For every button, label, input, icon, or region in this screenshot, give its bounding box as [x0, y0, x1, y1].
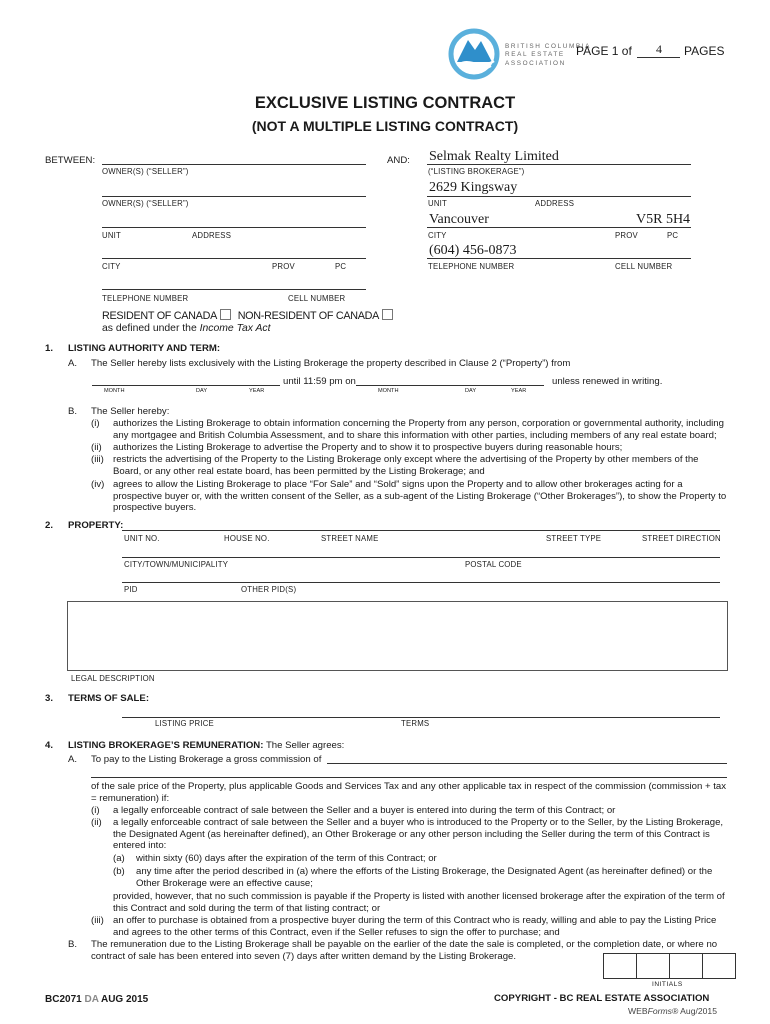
provided-text: provided, however, that no such commission is payable if the Property is listed with another licensed brokerage after the expiration of the term of this Contract and sold during the term of that listing contract; or: [113, 891, 725, 914]
webforms-italic: Forms: [647, 1006, 672, 1016]
term-start-line[interactable]: [92, 385, 280, 386]
section-1-heading: LISTING AUTHORITY AND TERM:: [68, 343, 221, 354]
street-direction-label: STREET DIRECTION: [642, 534, 721, 543]
brokerage-street: 2629 Kingsway: [429, 180, 518, 195]
brokerage-city-line: [427, 227, 691, 228]
brokerage-unit-label: UNIT: [428, 199, 447, 208]
initials-box-1[interactable]: [603, 953, 637, 979]
start-day-label: DAY: [196, 388, 208, 394]
form-code-da: DA: [84, 994, 99, 1005]
item-4-a-text: within sixty (60) days after the expiration of the term of this Contract; or: [136, 853, 437, 864]
terms-of-sale-line[interactable]: [122, 717, 720, 718]
and-label: AND:: [387, 155, 410, 166]
page-label: PAGE 1 of: [576, 44, 632, 58]
document-title: EXCLUSIVE LISTING CONTRACT: [254, 94, 516, 112]
pid-line[interactable]: [122, 582, 720, 583]
item-1b-ii-text: authorizes the Listing Brokerage to advertise the Property and to show it to prospective buyers during reasonable hours;: [113, 442, 623, 453]
seller-prov-label: PROV: [272, 262, 295, 271]
tax-act-note: [102, 323, 270, 334]
brokerage-city: Vancouver: [429, 212, 489, 227]
item-4-ii-text: a legally enforceable contract of sale between the Seller and a buyer who is introduced to the Property or to the Seller, by the Listing Brokerage, the Designated Agent (as hereinafter defined), an Other Brokerage or any other person including the Seller during the term of this Contract is entered into:: [113, 817, 724, 852]
section-4b-text: The remuneration due to the Listing Brokerage shall be payable on the earlier of the date the sale is completed, or the completion date, or where no contract of sale has been entered into seven (7) days after written demand by the Listing Brokerage.: [91, 939, 718, 962]
brokerage-address-line: [427, 196, 691, 197]
nonresident-label: NON-RESIDENT OF CANADA: [237, 310, 380, 322]
brokerage-city-label: CITY: [428, 231, 447, 240]
item-4-iii-num: (iii): [91, 915, 104, 926]
association-line: ASSOCIATION: [505, 59, 566, 67]
resident-label: RESIDENT OF CANADA: [102, 310, 217, 322]
seller-pc-label: PC: [335, 262, 347, 271]
item-4-a-num: (a): [113, 853, 125, 864]
owner-seller-label: OWNER(S) (“SELLER”): [102, 167, 189, 176]
item-4-ii-num: (ii): [91, 817, 102, 828]
pages-label: PAGES: [684, 44, 725, 58]
seller-unit-label: UNIT: [102, 231, 121, 240]
legal-description-label: LEGAL DESCRIPTION: [71, 674, 155, 683]
street-type-label: STREET TYPE: [546, 534, 602, 543]
item-1b-ii-num: (ii): [91, 442, 102, 453]
end-month-label: MONTH: [378, 388, 399, 394]
other-pids-label: OTHER PID(S): [241, 585, 297, 594]
postal-code-label: POSTAL CODE: [465, 560, 522, 569]
brokerage-phone-label: TELEPHONE NUMBER: [428, 262, 515, 271]
item-1b-i-text: authorizes the Listing Brokerage to obtain information concerning the Property from any person, corporation or governmental authority, including any mortgagee and British Columbia Assessment, and to share this information with other parties, including members of any real estate board;: [113, 418, 724, 441]
brokerage-postal: V5R 5H4: [636, 212, 691, 227]
page-indicator: [576, 44, 632, 58]
item-4-b-num: (b): [113, 866, 125, 877]
item-4-i-num: (i): [91, 805, 100, 816]
item-4-b-text: any time after the period described in (a) where the efforts of the Listing Brokerage, the Designated Agent (as hereinafter defined) or the Other Brokerage were an effective cause;: [136, 866, 713, 889]
webforms-prefix: WEB: [628, 1006, 648, 1016]
section-3-heading: TERMS OF SALE:: [68, 693, 150, 704]
webforms-suffix: ® Aug/2015: [671, 1006, 717, 1016]
section-2-number: 2.: [45, 520, 54, 531]
section-2-heading: PROPERTY:: [68, 520, 124, 531]
initials-label: INITIALS: [652, 981, 683, 988]
form-date: AUG 2015: [100, 994, 149, 1005]
commission-line-1[interactable]: [327, 763, 727, 764]
city-muni-label: CITY/TOWN/MUNICIPALITY: [124, 560, 229, 569]
bcrea-logo-icon: [448, 28, 502, 80]
form-code-number: BC2071: [45, 994, 82, 1005]
section-4-heading: LISTING BROKERAGE’S REMUNERATION:: [68, 740, 264, 751]
section-4b-label: B.: [68, 939, 78, 950]
item-1b-iv-text: agrees to allow the Listing Brokerage to place “For Sale” and “Sold” signs upon the Property and to allow other brokerages acting for a prospective buyer or, with the written consent of the Seller, as a sub-agent of the Listing Brokerage (“Other Brokerages”), to show the Property to prospective buyers.: [113, 479, 727, 514]
initials-box-4[interactable]: [702, 953, 736, 979]
section-1b-intro: The Seller hereby:: [91, 406, 170, 417]
sale-price-text: of the sale price of the Property, plus applicable Goods and Services Tax and any other applicable tax in respect of the commission (commission + tax = remuneration) if:: [91, 781, 727, 804]
end-day-label: DAY: [465, 388, 477, 394]
brokerage-cell-label: CELL NUMBER: [615, 262, 673, 271]
listing-price-label: LISTING PRICE: [155, 719, 214, 728]
item-1b-iv-num: (iv): [91, 479, 105, 490]
terms-label: TERMS: [401, 719, 430, 728]
item-4-iii-text: an offer to purchase is obtained from a prospective buyer during the term of this Contract who is ready, willing and able to pay the Listing Price and agrees to the other terms of this Contract, even if the Seller refuses to sign the offer to purchase; and: [113, 915, 717, 938]
commission-line-2[interactable]: [91, 777, 727, 778]
copyright-notice: COPYRIGHT - BC REAL ESTATE ASSOCIATION: [494, 993, 710, 1004]
seller-name-line-1[interactable]: [102, 164, 366, 165]
section-4-number: 4.: [45, 740, 54, 751]
seller-name-line-2[interactable]: [102, 196, 366, 197]
unless-text: unless renewed in writing.: [552, 376, 663, 387]
legal-description-box[interactable]: [67, 601, 728, 671]
initials-box-3[interactable]: [669, 953, 703, 979]
street-name-label: STREET NAME: [321, 534, 379, 543]
brokerage-address-label: ADDRESS: [535, 199, 575, 208]
end-year-label: YEAR: [511, 388, 527, 394]
section-1b-label: B.: [68, 406, 78, 417]
section-3-number: 3.: [45, 693, 54, 704]
brokerage-phone-line: [427, 258, 691, 259]
seller-city-line[interactable]: [102, 258, 366, 259]
until-text: until 11:59 pm on: [283, 376, 356, 387]
owner-seller-label: OWNER(S) (“SELLER”): [102, 199, 189, 208]
webforms-stamp: [628, 1006, 717, 1016]
start-year-label: YEAR: [249, 388, 265, 394]
unit-no-label: UNIT NO.: [124, 534, 160, 543]
item-4-i-text: a legally enforceable contract of sale between the Seller and a buyer is entered into during the term of this Contract; or: [113, 805, 616, 816]
house-no-label: HOUSE NO.: [224, 534, 270, 543]
bcrea-logo: [448, 28, 502, 80]
association-line: REAL ESTATE: [505, 51, 565, 59]
resident-checkbox[interactable]: [220, 309, 231, 320]
seller-phone-line[interactable]: [102, 289, 366, 290]
section-1a-text: The Seller hereby lists exclusively with the Listing Brokerage the property described in Clause 2 (“Property”) from: [91, 358, 571, 369]
section-4a-label: A.: [68, 754, 78, 765]
income-tax-act: Income Tax Act: [199, 323, 271, 334]
section-4-heading-suffix: The Seller agrees:: [265, 740, 345, 751]
item-1b-iii-num: (iii): [91, 454, 104, 465]
seller-address-line[interactable]: [102, 227, 366, 228]
brokerage-pc-label: PC: [667, 231, 679, 240]
nonresident-checkbox[interactable]: [382, 309, 393, 320]
seller-address-label: ADDRESS: [192, 231, 232, 240]
page-total: 4: [656, 42, 662, 56]
residency-options: [102, 309, 393, 322]
property-address-line[interactable]: [122, 530, 720, 531]
brokerage-phone: (604) 456-0873: [429, 243, 517, 258]
brokerage-name-line: [427, 164, 691, 165]
page-total-line: [637, 57, 680, 58]
start-month-label: MONTH: [104, 388, 125, 394]
between-label: BETWEEN:: [45, 155, 96, 166]
initials-box-2[interactable]: [636, 953, 670, 979]
pid-label: PID: [124, 585, 138, 594]
association-line: BRITISH COLUMBIA: [505, 43, 591, 50]
defined-prefix: as defined under the: [102, 323, 197, 334]
item-1b-i-num: (i): [91, 418, 100, 429]
seller-cell-label: CELL NUMBER: [288, 294, 346, 303]
section-4-heading-row: [68, 740, 344, 752]
section-1a-label: A.: [68, 358, 78, 369]
brokerage-name: Selmak Realty Limited: [429, 149, 559, 164]
brokerage-prov-label: PROV: [615, 231, 638, 240]
seller-city-label: CITY: [102, 262, 121, 271]
seller-phone-label: TELEPHONE NUMBER: [102, 294, 189, 303]
form-code: [45, 994, 148, 1005]
section-4a-text: To pay to the Listing Brokerage a gross commission of: [91, 754, 322, 765]
term-end-line[interactable]: [356, 385, 544, 386]
listing-brokerage-label: (“LISTING BROKERAGE”): [428, 167, 525, 176]
item-1b-iii-text: restricts the advertising of the Property to the Listing Brokerage only except where the advertising of the Property by other members of the Board, or any other real estate board, has been permitted by the Listing Brokerage; and: [113, 454, 699, 477]
city-postal-line[interactable]: [122, 557, 720, 558]
section-1-number: 1.: [45, 343, 54, 354]
document-subtitle: (NOT A MULTIPLE LISTING CONTRACT): [251, 118, 519, 134]
